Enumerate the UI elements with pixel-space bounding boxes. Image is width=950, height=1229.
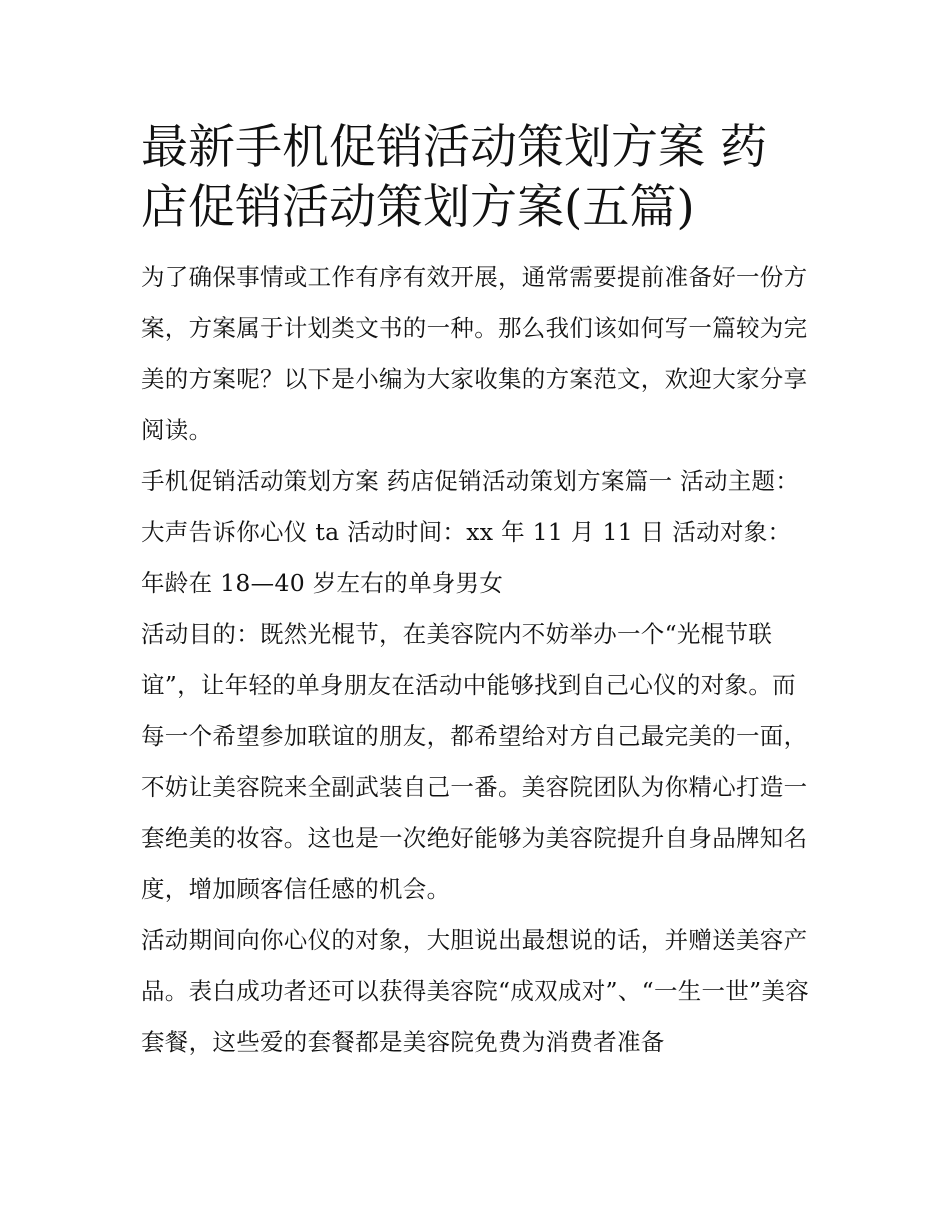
paragraph-activity-details: 活动期间向你心仪的对象，大胆说出最想说的话，并赠送美容产品。表白成功者还可以获得美容院“成双成对”、“一生一世”美容套餐，这些爱的套餐都是美容院免费为消费者准备 <box>141 926 810 1056</box>
paragraph-intro: 为了确保事情或工作有序有效开展，通常需要提前准备好一份方案，方案属于计划类文书的一种。那么我们该如何写一篇较为完美的方案呢？以下是小编为大家收集的方案范文，欢迎大家分享阅读。 <box>141 263 808 444</box>
document-body <box>141 118 813 1068</box>
paragraph-activity-purpose: 活动目的：既然光棍节，在美容院内不妨举办一个“光棍节联谊”，让年轻的单身朋友在活动中能够找到自己心仪的对象。而每一个希望参加联谊的朋友，都希望给对方自己最完美的一面，不妨让美容院来全副武装自己一番。美容院团队为你精心打造一套绝美的妆容。这也是一次绝好能够为美容院提升自身品牌知名度，增加顾客信任感的机会。 <box>141 620 808 903</box>
paragraph-activity-info: 手机促销活动策划方案 药店促销活动策划方案篇一 活动主题：大声告诉你心仪 ta 活动时间：xx 年 11 月 11 日 活动对象：年龄在 18—40 岁左右的单身男女 <box>141 467 800 597</box>
document-title: 最新手机促销活动策划方案 药店促销活动策划方案(五篇) <box>141 120 767 235</box>
